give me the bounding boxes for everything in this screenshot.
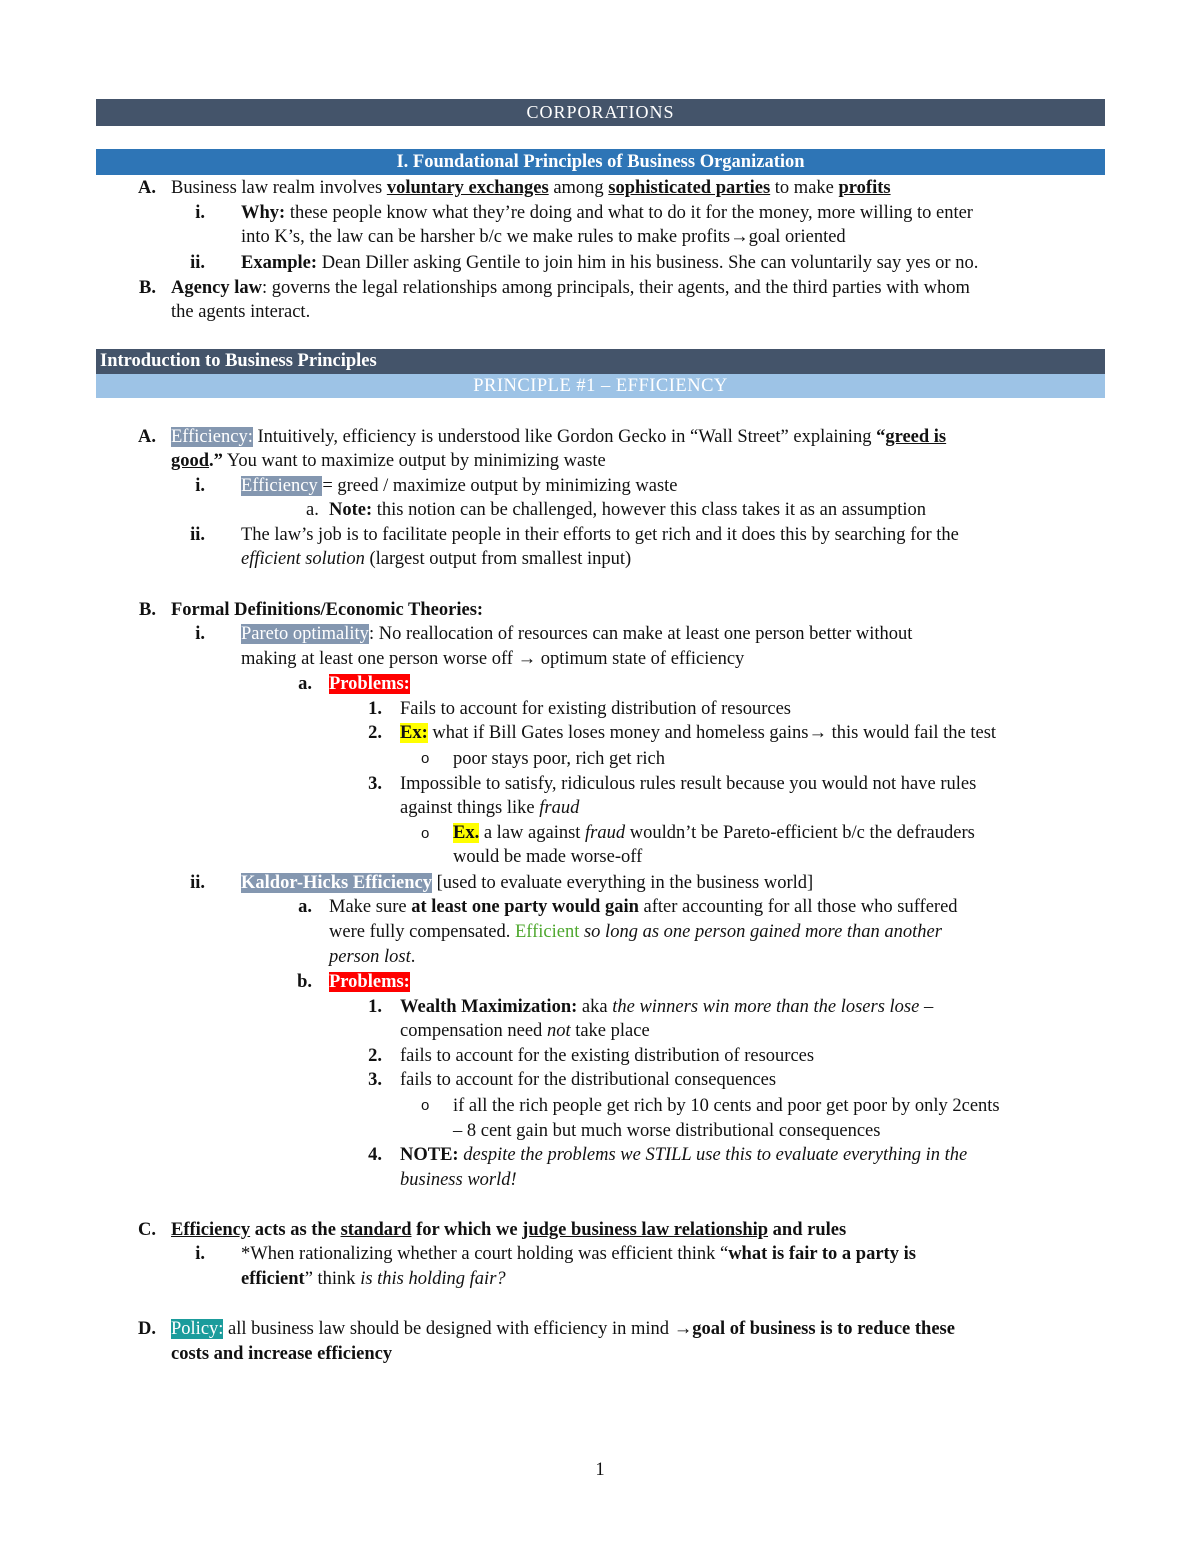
list-item-cents-example: if all the rich people get rich by 10 cents and poor get poor by only 2cents [453,1096,1000,1116]
list-item-kh-definition-end: person lost. [329,947,416,967]
list-item-laws-job: The law’s job is to facilitate people in their efforts to get rich and it does this by searching for the [241,525,959,545]
list-marker: ii. [190,253,205,273]
list-marker: B. [139,278,156,298]
list-item-poor-stays-poor: poor stays poor, rich get rich [453,749,665,769]
bullet-icon: o [421,825,430,842]
principle-header: PRINCIPLE #1 – EFFICIENCY [96,374,1105,398]
section-header-foundational: I. Foundational Principles of Business Organization [96,149,1105,175]
arrow-icon: → [517,649,537,669]
list-item-pareto: Pareto optimality: No reallocation of resources can make at least one person better without [241,624,913,644]
list-marker: i. [195,624,205,644]
list-item-note: Note: this notion can be challenged, however this class takes it as an assumption [329,500,926,520]
list-marker: b. [297,972,312,992]
list-marker: 1. [368,699,382,719]
page-number: 1 [595,1460,605,1480]
list-item-pareto-problem-3-cont: against things like fraud [400,798,580,818]
list-item-why-cont: into K’s, the law can be harsher b/c we make rules to make profits→goal oriented [241,227,846,247]
list-item-kh-problem-2: fails to account for the existing distribution of resources [400,1046,815,1066]
list-item-policy-cont: costs and increase efficiency [171,1344,393,1364]
list-item-efficiency-cont: good.” You want to maximize output by minimizing waste [171,451,606,471]
list-item-business-law-realm: Business law realm involves voluntary exchanges among sophisticated parties to make profits [171,178,891,198]
list-item-rationalizing: *When rationalizing whether a court holding was efficient think “what is fair to a party is [241,1244,916,1264]
list-marker: 3. [368,1070,382,1090]
list-marker: ii. [190,525,205,545]
list-marker: a. [306,500,319,520]
list-item-agency-law: Agency law: governs the legal relationships among principals, their agents, and the third parties with whom [171,278,970,298]
list-item-wealth-max-cont: compensation need not take place [400,1021,650,1041]
list-marker: 3. [368,774,382,794]
list-item-fraud-example: Ex. a law against fraud wouldn’t be Pareto-efficient b/c the defrauders [453,823,975,843]
list-item-pareto-problem-3: Impossible to satisfy, ridiculous rules result because you would not have rules [400,774,977,794]
list-item-efficiency-greed: Efficiency = greed / maximize output by minimizing waste [241,476,678,496]
section-header-intro: Introduction to Business Principles [96,349,1105,374]
list-marker: B. [139,600,156,620]
list-item-formal-definitions: Formal Definitions/Economic Theories: [171,600,484,620]
list-item-pareto-cont: making at least one person worse off → optimum state of efficiency [241,649,745,669]
list-item-agency-law-cont: the agents interact. [171,302,311,322]
list-item-pareto-problem-2: Ex: what if Bill Gates loses money and homeless gains→ this would fail the test [400,723,997,743]
list-marker: A. [138,427,156,447]
list-item-wealth-max: Wealth Maximization: aka the winners win more than the losers lose – [400,997,934,1017]
list-item-example: Example: Dean Diller asking Gentile to join him in his business. She can voluntarily say yes or no. [241,253,979,273]
list-marker: 2. [368,723,382,743]
list-item-kh-note: NOTE: despite the problems we STILL use this to evaluate everything in the [400,1145,968,1165]
list-item-laws-job-cont: efficient solution (largest output from smallest input) [241,549,632,569]
bullet-icon: o [421,1097,430,1114]
arrow-icon: → [673,1319,693,1339]
list-item-efficiency-standard: Efficiency acts as the standard for which we judge business law relationship and rules [171,1220,847,1240]
list-item-kaldor-hicks: Kaldor-Hicks Efficiency [used to evaluate everything in the business world] [241,873,814,893]
problems-label: Problems: [329,674,410,694]
list-marker: 1. [368,997,382,1017]
list-item-cents-example-cont: – 8 cent gain but much worse distributional consequences [453,1121,881,1141]
bullet-icon: o [421,750,430,767]
list-marker: i. [195,203,205,223]
list-item-kh-definition: Make sure at least one party would gain after accounting for all those who suffered [329,897,958,917]
list-marker: A. [138,178,156,198]
list-marker: ii. [190,873,205,893]
list-item-kh-note-cont: business world! [400,1170,517,1190]
list-item-kh-definition-cont: were fully compensated. Efficient so long as one person gained more than another [329,922,942,942]
arrow-icon: → [730,227,749,247]
list-item-fraud-example-cont: would be made worse-off [453,847,643,867]
list-item-policy: Policy: all business law should be designed with efficiency in mind →goal of business is to reduce these [171,1319,955,1339]
list-marker: C. [138,1220,156,1240]
problems-label: Problems: [329,972,410,992]
arrow-icon: → [808,723,827,743]
list-marker: i. [195,1244,205,1264]
list-marker: a. [298,674,312,694]
list-marker: i. [195,476,205,496]
list-marker: 4. [368,1145,382,1165]
list-item-why: Why: these people know what they’re doing and what to do it for the money, more willing to enter [241,203,973,223]
list-item-rationalizing-cont: efficient” think is this holding fair? [241,1269,506,1289]
list-item-kh-problem-3: fails to account for the distributional consequences [400,1070,777,1090]
list-marker: D. [138,1319,156,1339]
list-marker: 2. [368,1046,382,1066]
list-item-pareto-problem-1: Fails to account for existing distribution of resources [400,699,791,719]
list-item-efficiency: Efficiency: Intuitively, efficiency is understood like Gordon Gecko in “Wall Street” explaining “greed is [171,427,947,447]
list-marker: a. [298,897,312,917]
document-title: CORPORATIONS [96,99,1105,126]
